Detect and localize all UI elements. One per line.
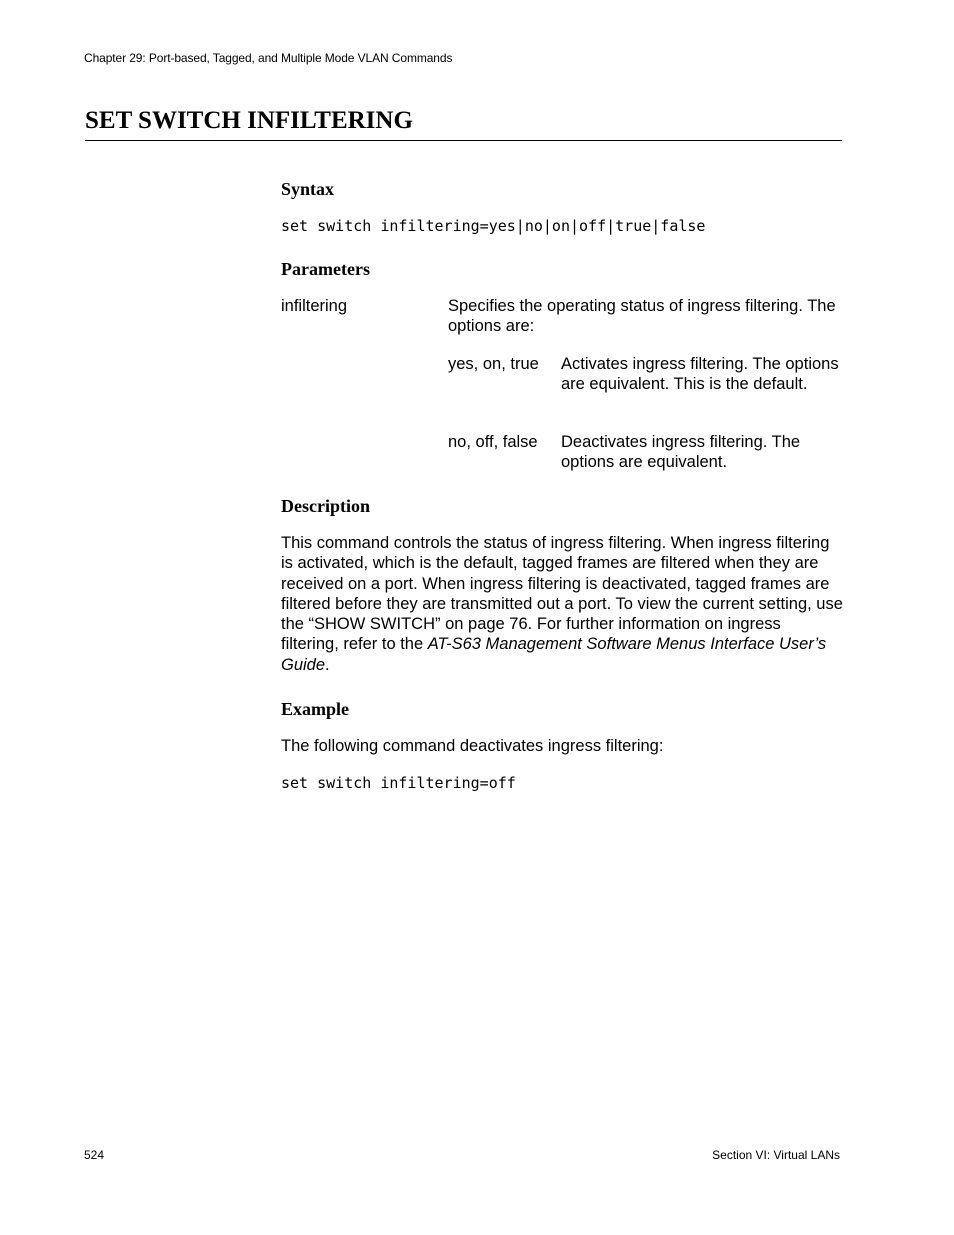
syntax-code: set switch infiltering=yes|no|on|off|true|false [281,217,706,235]
example-code: set switch infiltering=off [281,774,516,792]
running-header: Chapter 29: Port-based, Tagged, and Multiple Mode VLAN Commands [84,51,453,65]
page-title: SET SWITCH INFILTERING [85,106,842,141]
option-description-yes: Activates ingress filtering. The options are equivalent. This is the default. [561,355,839,394]
description-text-main: This command controls the status of ingress filtering. When ingress filtering is activated, which is the default, tagged frames are filtered when they are received on a port. When ingress filtering is deactivated, tagged frames are filtered before they are transmitted out a port. To view the current setting, use the “SHOW SWITCH” on page 76. For further information on ingress filtering, refer to the [281,534,843,654]
parameter-name: infiltering [281,297,348,315]
description-text [281,533,843,675]
guide-title: AT-S63 Management Software Menus Interface User’s Guide [281,635,827,674]
option-name-no: no, off, false [448,433,538,451]
option-description-no: Deactivates ingress filtering. The options are equivalent. [561,433,801,472]
description-text-end: . [325,655,330,674]
page-number: 524 [84,1148,105,1162]
example-heading: Example [281,699,350,719]
parameter-description: Specifies the operating status of ingress filtering. The options are: [448,297,836,336]
syntax-heading: Syntax [281,179,335,199]
option-name-yes: yes, on, true [448,355,539,373]
example-text: The following command deactivates ingress filtering: [281,737,664,755]
footer-section: Section VI: Virtual LANs [712,1148,840,1162]
parameters-heading: Parameters [281,259,370,279]
description-heading: Description [281,496,370,516]
